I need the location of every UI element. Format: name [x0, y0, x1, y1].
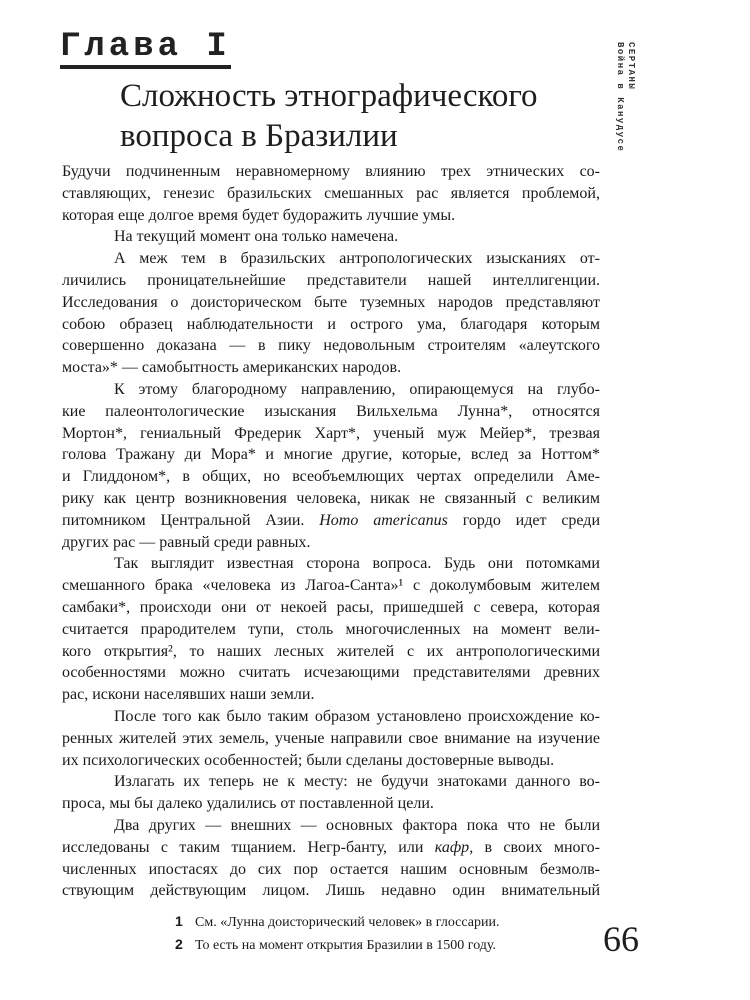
text-line: и Глиддоном*, в общих, но всеобъемлющих чертах определили Аме- — [62, 468, 600, 486]
text-line: ставляющих, генезис бразильских смешанных рас является проблемой, — [62, 184, 600, 202]
text-line: К этому благородному направлению, опирающемуся на глубо- — [114, 380, 600, 398]
text-line: Мортон*, гениальный Фредерик Харт*, ученый муж Мейер*, трезвая — [62, 424, 600, 442]
footnote-text: См. «Лунна доисторический человек» в глоссарии. — [195, 915, 500, 930]
footnote — [175, 912, 499, 932]
text-line: Два других — внешних — основных фактора пока что не были — [114, 816, 600, 834]
text-line: ренных жителей этих земель, ученые направили свое внимание на изучение — [62, 729, 600, 747]
book-title: СЕРТАНЫ — [626, 42, 636, 91]
footnote-number: 1 — [175, 913, 183, 929]
text-line: которая еще долгое время будет будоражить лучшие умы. — [62, 206, 456, 224]
text-line: кого открытия², то наших лесных жителей с их антропологическими — [62, 642, 600, 660]
italic-term: кафр — [434, 838, 470, 856]
text-line: собою образец наблюдательности и острого ума, благодаря которым — [62, 315, 600, 333]
text-line: считается прародителем тупи, столь многочисленных на момент вели- — [62, 620, 600, 638]
italic-term: Homo americanus — [319, 511, 448, 529]
chapter-title: Глава I — [60, 30, 231, 69]
text-line: Будучи подчиненным неравномерному влиянию трех этнических со- — [62, 163, 600, 180]
footnote-number: 2 — [175, 936, 183, 952]
book-subtitle: Война в Канудусе — [615, 42, 625, 153]
section-heading — [120, 76, 538, 156]
text-line: смешанного брака «человека из Лагоа-Санта»¹ с доколумбовым жителем — [62, 577, 600, 595]
text-line: Исследования о доисторическом быте туземных народов представляют — [62, 293, 600, 311]
text-line: их психологических особенностей; были сделаны достоверные выводы. — [62, 751, 555, 769]
running-header — [614, 42, 636, 152]
text-line: совершенно доказана — в пику недовольным строителям «алеутского — [62, 337, 600, 355]
text-line: рику как центр возникновения человека, никак не связанный с великим — [62, 489, 600, 507]
body-text — [62, 161, 600, 902]
text-line: голова Тражану ди Мора* и многие другие, которые, вслед за Ноттом* — [62, 446, 600, 464]
text-line: Так выглядит известная сторона вопроса. Будь они потомками — [114, 555, 600, 573]
text-line: особенностями можно считать исчезающими представителями древних — [62, 664, 600, 682]
footnote — [175, 935, 496, 955]
text-line: исследованы с таким тщанием. Негр-банту, или кафр, в своих много- — [62, 838, 600, 856]
text-line: других рас — равный среди равных. — [62, 533, 311, 551]
text-line: На текущий момент она только намечена. — [114, 228, 399, 246]
text-line: питомником Центральной Азии. Homo americanus гордо идет среди — [62, 511, 600, 529]
footnote-text: То есть на момент открытия Бразилии в 1500 году. — [195, 938, 497, 953]
text-line: самбаки*, происходи они от некоей расы, пришедшей с севера, которая — [62, 598, 600, 616]
page-number: 66 — [603, 919, 639, 959]
text-line: личились проницательнейшие представители нашей интеллигенции. — [62, 271, 600, 289]
text-line: После того как было таким образом установлено происхождение ко- — [114, 707, 600, 725]
text-line: А меж тем в бразильских антропологических изысканиях от- — [114, 250, 600, 268]
heading-line: вопроса в Бразилии — [120, 118, 398, 154]
text-line: численных ипостасях до сих пор остается нашим основным безмолв- — [62, 860, 600, 878]
text-line: Излагать их теперь не к месту: не будучи знатоками данного во- — [114, 773, 600, 791]
text-line: ствующим действующим лицом. Лишь недавно один внимательный — [62, 882, 600, 900]
text-line: проса, мы бы далеко удалились от поставленной цели. — [62, 795, 434, 813]
text-line: рас, искони населявших наши земли. — [62, 686, 315, 704]
text-line: кие палеонтологические изыскания Вильхельма Лунна*, относятся — [62, 402, 600, 420]
text-line: моста»* — самобытность американских народов. — [62, 359, 402, 377]
heading-line: Сложность этнографического — [120, 78, 538, 114]
